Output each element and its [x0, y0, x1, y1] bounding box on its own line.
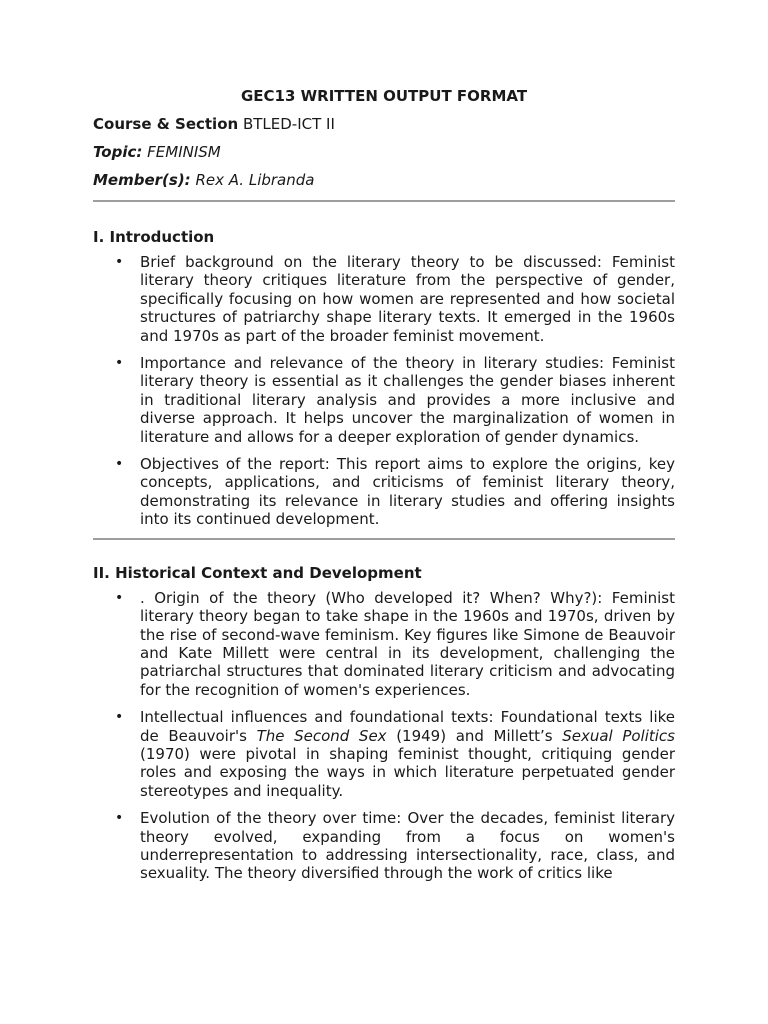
course-section-value: BTLED-ICT II: [242, 115, 335, 133]
bullet-icon: •: [115, 589, 124, 606]
members-label: Member(s):: [93, 171, 191, 189]
divider: [93, 200, 675, 202]
course-section-label: Course & Section: [93, 115, 239, 133]
members-line: [93, 171, 675, 189]
list-item-text: Evolution of the theory over time: Over the decades, feminist literary theory evolved, expanding from a focus on women's underrepresentation to addressing intersectionality, race, class, and sexuality. The theory diversified through the work of critics like: [140, 809, 675, 883]
course-section-line: [93, 115, 675, 133]
list-item-text-part: (1970) were pivotal in shaping feminist thought, critiquing gender roles and exposing the ways in which literature perpetuated gender stereotypes and inequality.: [140, 744, 675, 800]
list-item-text: Objectives of the report: This report aims to explore the origins, key concepts, applications, and criticisms of feminist literary theory, demonstrating its relevance in literary studies and offering insights into its continued development.: [140, 455, 675, 529]
list-item-text-part: Intellectual influences and foundational texts: Foundational texts like de Beauvoir's: [140, 708, 675, 745]
list-item: [93, 354, 675, 446]
list-item: [93, 809, 675, 883]
list-item: [93, 708, 675, 800]
topic-value: FEMINISM: [147, 143, 221, 161]
list-item: [93, 253, 675, 345]
list-item: [93, 455, 675, 529]
list-item-text: Importance and relevance of the theory in literary studies: Feminist literary theory is essential as it challenges the gender biases inherent in traditional literary analysis and provides a more inclusive and diverse approach. It helps uncover the marginalization of women in literature and allows for a deeper exploration of gender dynamics.: [140, 354, 675, 446]
bullet-icon: •: [115, 355, 124, 372]
list-item-text-part: (1949) and Millett’s: [386, 726, 563, 745]
section-heading-historical-context: II. Historical Context and Development: [93, 563, 422, 582]
bullet-icon: •: [115, 709, 124, 726]
list-item-text: . Origin of the theory (Who developed it? When? Why?): Feminist literary theory began to take shape in the 1960s and 1970s, driven by the rise of second-wave feminism. Key figures like Simone de Beauvoir and Kate Millett were central in its development, challenging the patriarchal structures that dominated literary criticism and advocating for the recognition of women's experiences.: [140, 588, 675, 699]
members-value: Rex A. Libranda: [195, 171, 315, 189]
divider: [93, 538, 675, 540]
list-item-text: [140, 708, 675, 800]
list-item: [93, 589, 675, 699]
historical-context-list: [93, 589, 675, 883]
book-title: The Second Sex: [256, 726, 387, 745]
document-title: GEC13 WRITTEN OUTPUT FORMAT: [240, 87, 528, 105]
bullet-icon: •: [115, 456, 124, 473]
introduction-list: [93, 253, 675, 529]
bullet-icon: •: [115, 810, 124, 827]
book-title: Sexual Politics: [562, 726, 675, 745]
bullet-icon: •: [115, 254, 124, 270]
topic-line: [93, 143, 675, 161]
topic-label: Topic:: [93, 143, 143, 161]
section-heading-introduction: I. Introduction: [93, 228, 215, 246]
list-item-text: Brief background on the literary theory to be discussed: Feminist literary theory critiques literature from the perspective of gender, specifically focusing on how women are represented and how societal structures of patriarchy shape literary texts. It emerged in the 1960s and 1970s as part of the broader feminist movement.: [140, 253, 675, 345]
